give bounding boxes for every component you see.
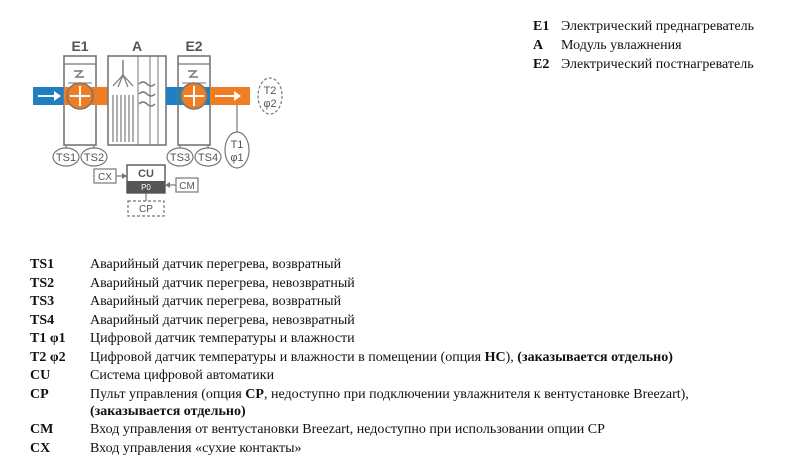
legend-row-e2	[533, 55, 754, 74]
legend-row-t2	[30, 349, 780, 366]
legend-text: Вход управления от вентустановки Breezart, недоступно при использовании опции CP	[90, 422, 605, 437]
ts4-label: TS4	[197, 152, 219, 164]
legend-text: Цифровой датчик температуры и влажности в помещении (опция HC), (заказывается отдельно)	[90, 349, 673, 365]
a-title: A	[131, 38, 143, 54]
legend-code: CM	[30, 422, 54, 437]
e2-heater	[178, 56, 210, 145]
ts3-label: TS3	[169, 152, 191, 164]
t2-phi2-sensor	[258, 78, 282, 114]
e1-title: E1	[71, 38, 89, 54]
legend-row-e1	[533, 17, 754, 36]
legend-code: E1	[533, 19, 550, 34]
t1-phi1-sensor	[225, 105, 249, 168]
legend-code: TS1	[30, 257, 55, 272]
svg-text:CP: CP	[139, 204, 153, 215]
legend-code: E2	[533, 57, 550, 72]
supply-arrow	[210, 87, 250, 105]
legend-code: CU	[30, 368, 51, 383]
legend-top	[533, 17, 754, 74]
legend-text: Аварийный датчик перегрева, возвратный	[90, 257, 342, 272]
legend-row-a	[533, 36, 754, 55]
svg-text:P0: P0	[141, 183, 151, 192]
legend-code: TS2	[30, 275, 55, 291]
legend-code: A	[533, 38, 544, 53]
legend-row-ts2	[30, 275, 780, 292]
legend-code: T2 φ2	[30, 349, 66, 365]
legend-text: Аварийный датчик перегрева, невозвратный	[90, 312, 355, 328]
svg-text:φ1: φ1	[230, 152, 244, 164]
legend-row-ts4	[30, 312, 780, 329]
legend-text: Модуль увлажнения	[561, 38, 682, 53]
svg-text:CM: CM	[179, 181, 195, 192]
legend-bottom	[30, 256, 780, 458]
svg-text:CX: CX	[98, 172, 112, 183]
legend-row-cm	[30, 421, 780, 438]
legend-code: TS3	[30, 294, 55, 309]
legend-row-ts1	[30, 256, 780, 273]
cx-input	[94, 169, 127, 183]
legend-row-ts3	[30, 293, 780, 310]
legend-text: Электрический преднагреватель	[561, 19, 755, 34]
svg-text:φ2: φ2	[263, 98, 277, 110]
ts-sensors	[53, 145, 221, 166]
legend-text: Цифровой датчик температуры и влажности	[90, 331, 355, 346]
e2-title: E2	[185, 38, 203, 54]
legend-row-cx	[30, 440, 780, 457]
legend-text: Система цифровой автоматики	[90, 368, 275, 383]
legend-code: T1 φ1	[30, 331, 66, 346]
svg-text:T1: T1	[230, 139, 244, 151]
intake-arrow	[33, 87, 65, 105]
legend-code: CX	[30, 440, 51, 456]
legend-text: Электрический постнагреватель	[561, 57, 754, 72]
ventilation-scheme	[0, 0, 300, 235]
legend-text: Аварийный датчик перегрева, возвратный	[90, 294, 342, 309]
cu-controller	[127, 165, 165, 193]
legend-row-t1	[30, 330, 780, 347]
legend-code: CP	[30, 386, 49, 402]
svg-text:T2: T2	[263, 85, 277, 97]
a-humidifier	[108, 56, 166, 145]
ts1-label: TS1	[55, 152, 77, 164]
legend-text: Вход управления «сухие контакты»	[90, 440, 302, 456]
e1-heater	[64, 56, 96, 145]
legend-text: Аварийный датчик перегрева, невозвратный	[90, 275, 355, 291]
svg-text:CU: CU	[138, 168, 154, 180]
cp-panel	[128, 193, 164, 216]
legend-row-cp	[30, 386, 780, 420]
legend-text: Пульт управления (опция CP, недоступно при подключении увлажнителя к вентустановке Breezart), (заказывается отдельно)	[90, 386, 689, 419]
legend-row-cu	[30, 367, 780, 384]
cm-input	[165, 178, 198, 192]
legend-code: TS4	[30, 312, 55, 328]
ts2-label: TS2	[83, 152, 105, 164]
